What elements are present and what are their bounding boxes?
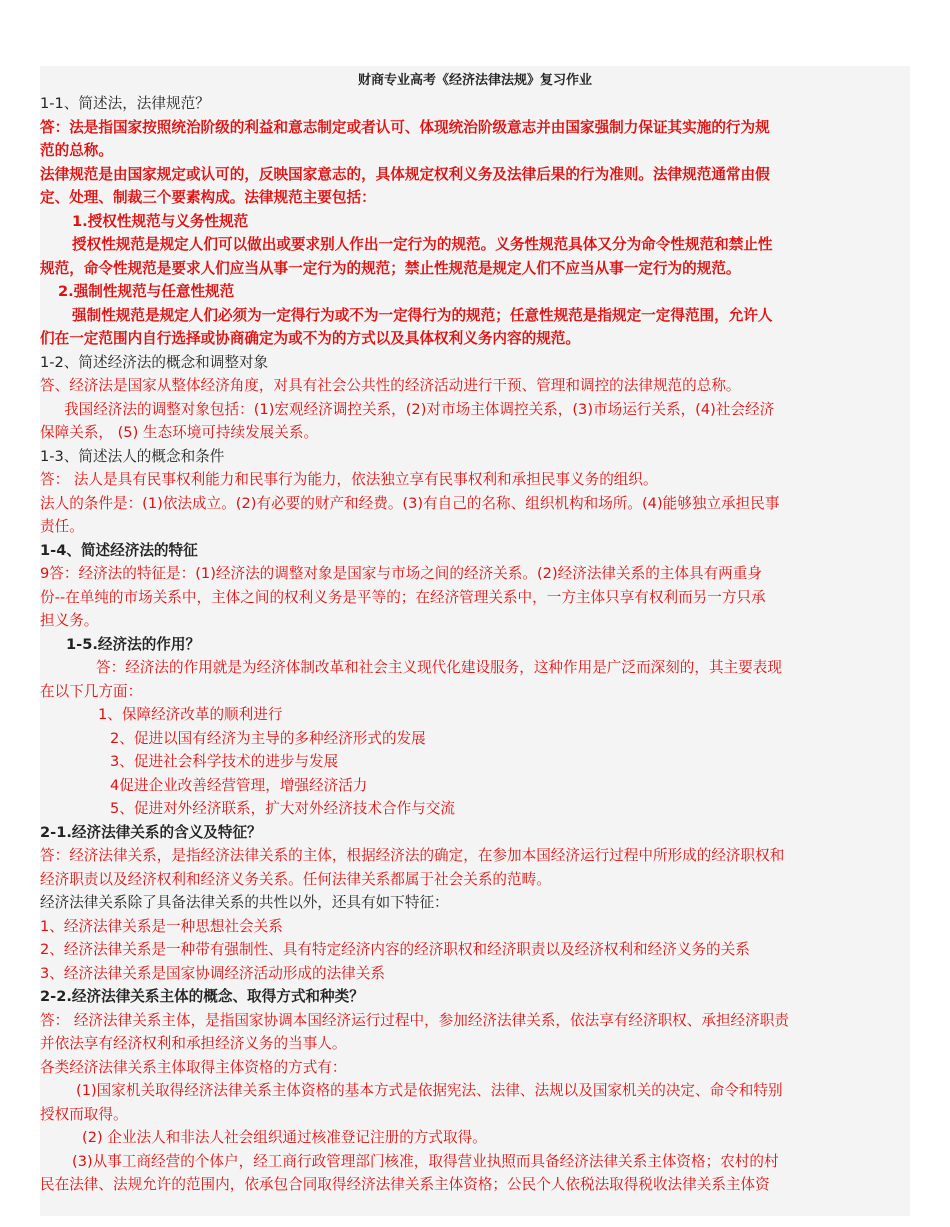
- text-line: 答： 法人是具有民事权利能力和民事行为能力，依法独立享有民事权利和承担民事义务的组织。: [40, 471, 658, 488]
- text-line: 答： 经济法律关系主体，是指国家协调本国经济运行过程中，参加经济法律关系，依法享有经济职权、承担经济职责: [40, 1011, 789, 1029]
- text-line: 答：经济法的作用就是为经济体制改革和社会主义现代化建设服务，这种作用是广泛而深刻的，其主要表现: [96, 659, 782, 676]
- text-line: (2) 企业法人和非法人社会组织通过核准登记注册的方式取得。: [82, 1129, 487, 1146]
- text-line: 定、处理、制裁三个要素构成。法律规范主要包括：: [40, 189, 376, 206]
- text-line: 授权而取得。: [40, 1105, 128, 1123]
- text-line: 1-2、简述经济法的概念和调整对象: [40, 353, 269, 371]
- text-line: 强制性规范是规定人们必须为一定得行为或不为一定得行为的规范；任意性规范是指规定一定得范围，允许人: [72, 306, 773, 324]
- document-title: 财商专业高考《经济法律法规》复习作业: [357, 73, 592, 88]
- text-line: 答：法是指国家按照统治阶级的利益和意志制定或者认可、体现统治阶级意志并由国家强制力保证其实施的行为规: [40, 118, 770, 136]
- text-line: (3)从事工商经营的个体户，经工商行政管理部门核准，取得营业执照而具备经济法律关系主体资格；农村的村: [72, 1152, 779, 1170]
- text-line: 范的总称。: [40, 142, 113, 159]
- text-line: 担义务。: [40, 612, 99, 629]
- text-line: 经济职责以及经济权利和经济义务关系。任何法律关系都属于社会关系的范畴。: [40, 870, 551, 888]
- text-line: 并依法享有经济权利和承担经济义务的当事人。: [40, 1035, 347, 1052]
- text-line: 保障关系， (5) 生态环境可持续发展关系。: [40, 424, 319, 441]
- text-line: 法人的条件是：(1)依法成立。(2)有必要的财产和经费。(3)有自己的名称、组织机构和场所。(4)能够独立承担民事: [40, 494, 780, 512]
- text-line: 3、经济法律关系是国家协调经济活动形成的法律关系: [40, 964, 385, 982]
- text-line: 5、促进对外经济联系，扩大对外经济技术合作与交流: [110, 800, 455, 817]
- text-line: 我国经济法的调整对象包括：(1)宏观经济调控关系，(2)对市场主体调控关系，(3)市场运行关系，(4)社会经济: [64, 400, 775, 418]
- text-line: 法律规范是由国家规定或认可的，反映国家意志的，具体规定权利义务及法律后果的行为准则。法律规范通常由假: [40, 165, 770, 183]
- text-line: 1-1、简述法，法律规范？: [40, 95, 210, 112]
- text-line: 3、促进社会科学技术的进步与发展: [110, 753, 339, 770]
- text-line: 答、经济法是国家从整体经济角度，对具有社会公共性的经济活动进行干预、管理和调控的法律规范的总称。: [40, 377, 741, 394]
- text-line: 9答：经济法的特征是：(1)经济法的调整对象是国家与市场之间的经济关系。(2)经济法律关系的主体具有两重身: [40, 565, 762, 582]
- text-line: 规范，命令性规范是要求人们应当从事一定行为的规范；禁止性规范是规定人们不应当从事一定行为的规范。: [40, 259, 741, 277]
- text-line: 2.强制性规范与任意性规范: [58, 283, 235, 300]
- text-line: 1-4、简述经济法的特征: [40, 541, 198, 559]
- text-line: 各类经济法律关系主体取得主体资格的方式有：: [40, 1058, 347, 1076]
- text-line: 1、经济法律关系是一种思想社会关系: [40, 917, 283, 935]
- text-line: 1-3、简述法人的概念和条件: [40, 447, 225, 465]
- text-line: 2-2.经济法律关系主体的概念、取得方式和种类？: [40, 988, 364, 1005]
- document-page: [40, 66, 910, 1216]
- text-line: 2、经济法律关系是一种带有强制性、具有特定经济内容的经济职权和经济职责以及经济权利和经济义务的关系: [40, 941, 750, 958]
- text-line: 民在法律、法规允许的范围内，依承包合同取得经济法律关系主体资格；公民个人依税法取得税收法律关系主体资: [40, 1176, 770, 1193]
- text-line: 2、促进以国有经济为主导的多种经济形式的发展: [110, 729, 426, 747]
- text-line: 份--在单纯的市场关系中，主体之间的权利义务是平等的；在经济管理关系中，一方主体只享有权利而另一方只承: [40, 588, 766, 606]
- text-line: 1-5.经济法的作用？: [66, 635, 201, 653]
- text-line: 4促进企业改善经营管理，增强经济活力: [110, 776, 368, 794]
- text-line: 授权性规范是规定人们可以做出或要求别人作出一定行为的规范。义务性规范具体又分为命令性规范和禁止性: [72, 236, 773, 253]
- text-line: 1、保障经济改革的顺利进行: [98, 706, 283, 723]
- text-line: 答：经济法律关系，是指经济法律关系的主体，根据经济法的确定，在参加本国经济运行过程中所形成的经济职权和: [40, 847, 785, 864]
- text-line: 责任。: [40, 518, 84, 535]
- text-line: 在以下几方面：: [40, 682, 143, 700]
- text-line: (1)国家机关取得经济法律关系主体资格的基本方式是依据宪法、法律、法规以及国家机关的决定、命令和特别: [76, 1082, 783, 1099]
- text-line: 2-1.经济法律关系的含义及特征？: [40, 823, 262, 841]
- text-line: 1.授权性规范与义务性规范: [72, 212, 249, 230]
- text-line: 们在一定范围内自行选择或协商确定为或不为的方式以及具体权利义务内容的规范。: [40, 330, 580, 347]
- text-line: 经济法律关系除了具备法律关系的共性以外，还具有如下特征：: [40, 894, 449, 911]
